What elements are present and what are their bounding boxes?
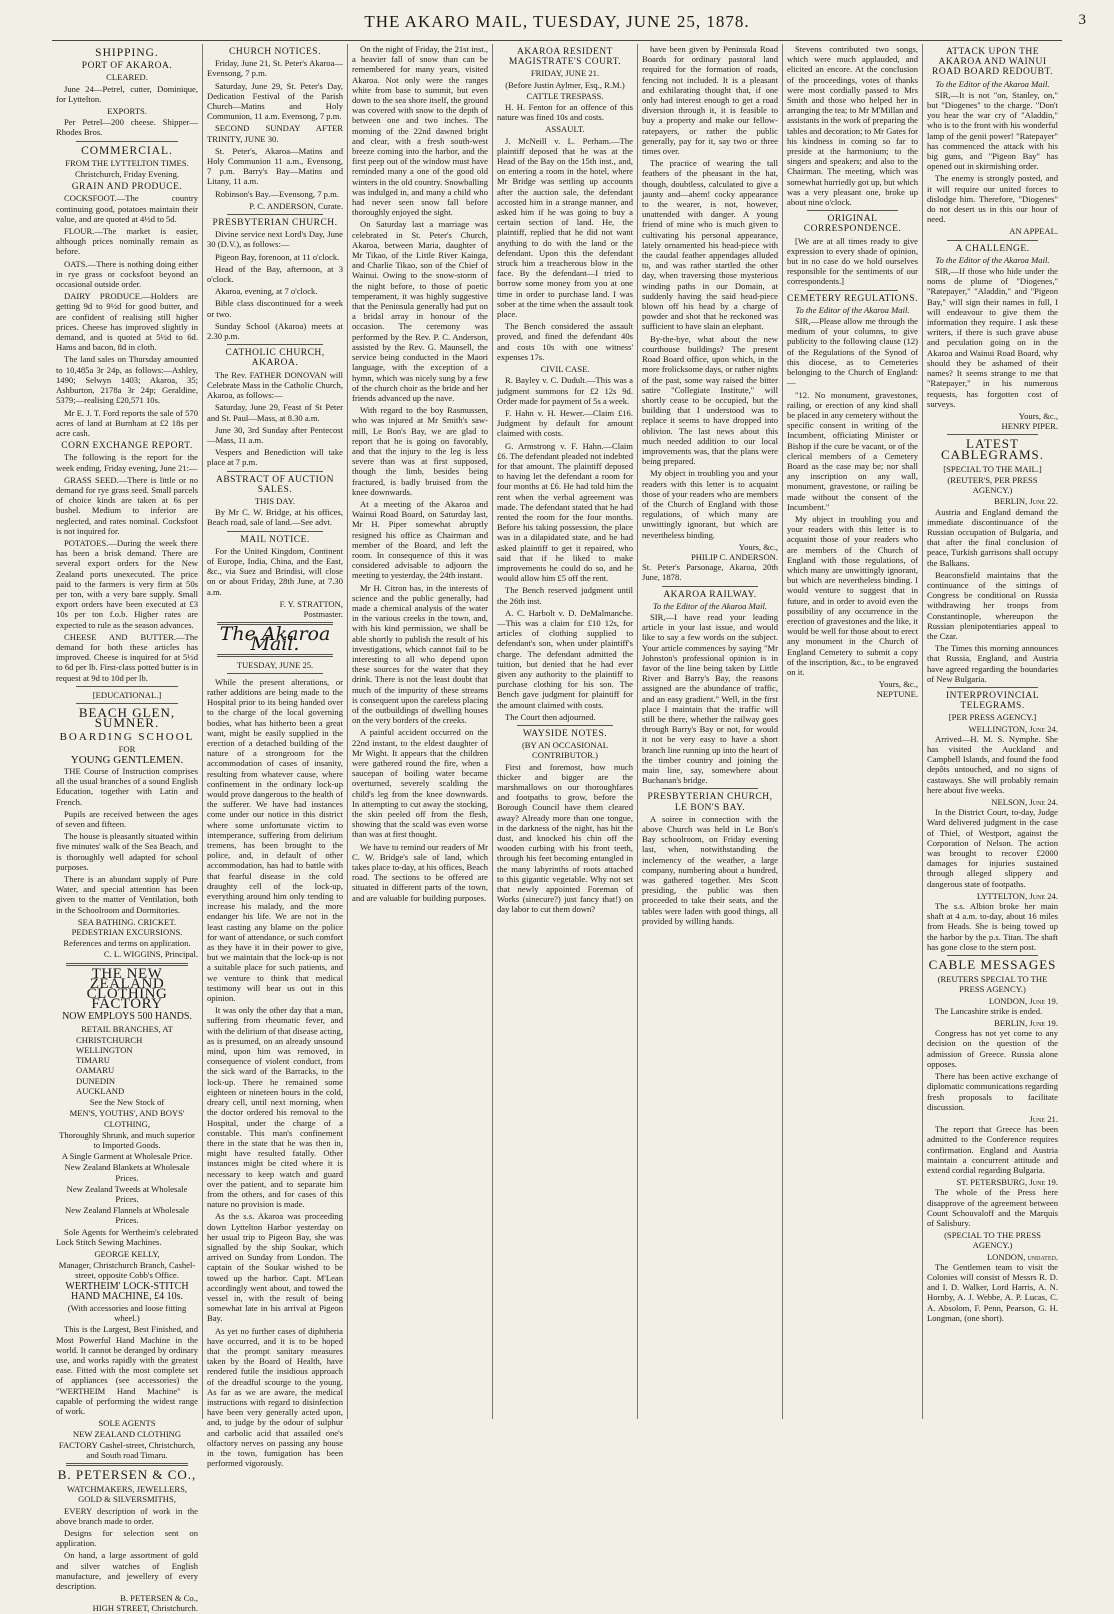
soiree-cont-para: Stevens contributed two songs, which were much applauded, and elicited an encore. At the conclusion of the proceedings, votes of thanks were most cordially passed to Mrs Smith and those who helped her in arranging the tea; to Mr M'Millan and assistants in the work of preparing the tables and decoration; to Mr Gates for his kindness in coming so far to preside at the harmonium; to the singers and speakers; and also to the Chairman. The meeting, which was somewhat hurriedly got up, but which was a very pleasant one, broke up about nine o'clock. — [787, 44, 918, 208]
wayside-heading: WAYSIDE NOTES. — [522, 729, 608, 739]
cable-messages-special-2: (SPECIAL TO THE PRESS AGENCY.) — [944, 1230, 1041, 1251]
factory-name: THE NEW ZEALAND CLOTHING FACTORY — [86, 965, 168, 1013]
local-para: At a meeting of the Akaroa and Wainui Road Board, on Saturday last, Mr H. Piper somewhat abruptly resigned his office as Chairman and member of the Board, and left the room. In consequence of this it was considered advisable to adjourn the meeting to yesterday, the 24th instant. — [352, 498, 488, 581]
divider — [947, 240, 1038, 241]
catholic-heading: CATHOLIC CHURCH, AKAROA. — [225, 348, 325, 369]
times-line: FROM THE LYTTELTON TIMES. — [65, 157, 189, 168]
civil-para: The Court then adjourned. — [505, 711, 596, 722]
wertheim-sub: (With accessories and loose fitting wheel.) — [67, 1302, 187, 1324]
masthead-rule — [52, 40, 1062, 41]
corn-para: POTATOES.—During the week there has been a brisk demand. There are several export orders for the New Zealand ports unexecuted. The price paid to the farmers is very firm at 50s per ton, with a very bare supply. Small export orders have been executed at £3 10s per ton f.o.b. Higher rates are expected to rule as the season advances. — [56, 537, 198, 630]
peterson-trade: WATCHMAKERS, JEWELLERS, GOLD & SILVERSMITHS, — [66, 1484, 188, 1505]
divider — [227, 344, 323, 345]
cemetery-signoff: Yours, &c., — [878, 679, 918, 690]
school-para: There is an abundant supply of Pure Water, and special attention has been given to the matter of Ventilation, both in the Schoolroom and Dormitories. — [56, 874, 198, 915]
court-before: (Before Justin Aylmer, Esq., R.M.) — [505, 79, 625, 90]
commercial-heading: COMMERCIAL. — [81, 144, 173, 157]
church-para: Saturday, June 29, St. Peter's Day, Dedication Festival of the Parish Church—Matins and Holy Communion, 11 a.m. Evensong, 7 p.m. — [207, 80, 343, 122]
cleared-label: CLEARED. — [106, 72, 148, 83]
local-para: A painful accident occurred on the 22nd instant, to the eldest daughter of Mr Wight. It appears that the children were gathered round the fire, when a saucepan of boiling water became overturned, severely scalding the child's leg from the knee downwards. In attempting to cut away the stocking, the skin peeled off from the flesh, showing that the scald was even worse than was at first thought. — [352, 727, 488, 840]
local-para: On Saturday last a marriage was celebrated in St. Peter's Church, Akaroa, between Maria, daughter of Mr Tikao, of the Little River Kainga, and Charlie Tikao, son of the Chief of Wainui. Owing to the snow-storm of the night before, to those of poetic temperament, it was highly suggestive that the Peninsula generally had put on a bridal array in honour of the occasion. The ceremony was performed by the Rev. P. C. Anderson, assisted by the Rev. G. Maunsell, the service being conducted in the Maori language, with the exception of a hymn, which was nicely sung by a few of the church choir as the bride and her friends advanced up the nave. — [352, 219, 488, 403]
peterson-address: HIGH STREET, Christchurch. — [92, 1603, 198, 1614]
town-item: OAMARU — [76, 1065, 115, 1076]
town-item: WELLINGTON — [76, 1045, 133, 1056]
divider — [662, 788, 758, 789]
cemetery-para: "12. No monument, gravestones, railing, or erection of any kind shall be placed in any cemetery without the specific consent in writing of the Incumbent, officiating Minister or Bishop if the cure be vacant, or of the clerical members of a Cemetery Board as the case may be; nor shall any inscription on any wall, monument, gravestone, or railing be made without the consent of the Incumbent." — [787, 389, 918, 512]
shipping-heading: SHIPPING. — [95, 47, 159, 59]
railway-para: SIR,—I have read your leading article in your last issue, and would like to say a few words on the subject. Your article commences by saying "Mr Johnston's professional opinion is in favor of the line being taken by Little River and Barry's Bay, the reasons assigned are the abundance of traffic, and an easy gradient." Well, in the first place I maintain that the traffic will still be there, whether the railway goes through Barry's Bay or not, for would it not be very easy to have a short branch line running up into the heart of the timber country and joining the main line, say, somewhere about Buchanan's bridge. — [642, 611, 778, 786]
column-3 — [347, 44, 492, 1419]
mail-signature-title: Postmaster. — [303, 608, 343, 619]
church-signature: P. C. ANDERSON, Curate. — [249, 200, 343, 211]
mail-signature: F. Y. STRATTON, — [279, 598, 343, 609]
exports-text: Per Petrel—200 cheese. Shipper—Rhodes Bros. — [56, 117, 198, 138]
attack-para: SIR,—It is not "on, Stanley, on," but "Diogenes" to the charge. "Don't you hear the war cry of "Aladdin," who is to the front with his wonderful lamp of the genii power! "Ratepayer" has commenced the attack with his big guns, and "Pigeon Bay" has opened out in skirmishing order. — [927, 89, 1058, 172]
port-heading: PORT OF AKAROA. — [81, 61, 173, 72]
column-6 — [782, 44, 922, 1419]
divider — [227, 531, 323, 532]
column-7 — [922, 44, 1062, 1419]
presb-para: Pigeon Bay, forenoon, at 11 o'clock. — [215, 251, 340, 262]
cm-para: There has been active exchange of diplomatic communications regarding fresh proposals to facilitate discussion. — [927, 1071, 1058, 1112]
school-name: BEACH GLEN, SUMNER. — [78, 704, 176, 731]
inter-para: The s.s. Albion broke her main shaft at 4 a.m. to-day, about 16 miles from Heads. She is being towed up the harbor by the p.s. Titan. The shaft has gone close to the stern post. — [927, 901, 1058, 952]
cable-messages-heading: CABLE MESSAGES — [928, 957, 1057, 973]
wertheim-heading: WERTHEIM' LOCK-STITCH HAND MACHINE, £4 10s. — [65, 1280, 189, 1302]
corn-para: CHEESE AND BUTTER.—The demand for both these articles has improved. Cheese is inquired for at 5½d to 6d per lb. First-class potted butter is in request at 9d to 10d per lb. — [56, 631, 198, 683]
dateline: ST. PETERSBURG, June 19. — [956, 1177, 1058, 1188]
column-4 — [492, 44, 637, 1419]
wayside-cont-para: The practice of wearing the tall feathers of the pheasant in the hat, though, doubtless, calculated to give a jaunty and—ahem! cocky appearance to the wearer, is not, however, unattended with danger. A young friend of mine who is much given to cultivating his personal appearance, lately ornamented his head-piece with the caudal feather appendages alluded to, and was rather startled the other day, when traversing those mysterious winding paths in our Domain, at suddenly having the said head-piece blown off his head by a charge of powder and shot that he reckoned was sufficient to have slain an elephant. — [642, 158, 778, 332]
town-item: DUNEDIN — [76, 1075, 116, 1086]
wayside-para: First and foremost, how much thicker and bigger are the marshmallows on our thoroughfares and footpaths to grow, before the Borough Council have them cleared away? Already more than one tongue, in the darkness of the night, has hit the dust, and knocked his chin off the wooden curbing with his front teeth, through his feet becoming entangled in the many labyrinths of roots attached to this gigantic vegetable. Why not set that newly appointed Foreman of Works (sinecure?) just fancy that!) on day labor to cut them down? — [497, 761, 633, 915]
land-sales-para: The land sales on Thursday amounted to 10,485a 3r 24p, as follows:—Ashley, 1490; Selwyn 1403; Akaroa, 35; Ashburton, 2178a 3r 24p; Geraldine, 5379;—realising £20,571 10s. — [56, 354, 198, 406]
educational-label: [EDUCATIONAL.] — [92, 689, 162, 700]
grain-para: OATS.—There is nothing doing either in rye grass or cocksfoot beyond an occasional outside order. — [56, 258, 198, 290]
dateline: June 21. — [1029, 1113, 1058, 1124]
factory-line: New Zealand Flannels at Wholesale Prices. — [65, 1205, 189, 1226]
challenge-signature: HENRY PIPER. — [1001, 421, 1058, 432]
peterson-para: EVERY description of work in the above branch made to order. — [56, 1505, 198, 1526]
presb-para: Head of the Bay, afternoon, at 3 o'clock. — [207, 263, 343, 285]
attack-signature: AN APPEAL. — [1009, 226, 1058, 237]
church-heading: CHURCH NOTICES. — [229, 47, 321, 57]
civil-label: CIVIL CASE. — [540, 364, 590, 375]
abstract-para: By Mr C. W. Bridge, at his offices, Beach road, sale of land.—See advt. — [207, 507, 343, 528]
church-para: St. Peter's, Akaroa—Matins and Holy Communion 11 a.m., Evensong, 7 p.m. Barry's Bay—Matins and Litany, 11 a.m. — [207, 145, 343, 187]
divider — [947, 955, 1038, 956]
cablegrams-special: [SPECIAL TO THE MAIL.] — [943, 463, 1042, 474]
factory-line: New Zealand Blankets at Wholesale Prices. — [64, 1162, 190, 1183]
mail-heading: MAIL NOTICE. — [240, 534, 310, 545]
factory-line: A Single Garment at Wholesale Price. — [61, 1151, 193, 1162]
factory-employs: NOW EMPLOYS 500 HANDS. — [62, 1011, 192, 1023]
factory-manager-sub: Manager, Christchurch Branch, Cashel-street, opposite Cobb's Office. — [58, 1260, 196, 1281]
presb-para: Divine service next Lord's Day, June 30 (D.V.), as follows:— — [207, 229, 343, 250]
factory-manager: GEORGE KELLY, — [94, 1248, 160, 1259]
divider — [807, 210, 898, 211]
local-para: We have to remind our readers of Mr C. W. Bridge's sale of land, which takes place to-day, at his offices, Beach road. The sections to be offered are situated in different parts of the town, and are valuable for building purposes. — [352, 841, 488, 903]
factory-towns — [56, 1035, 198, 1096]
school-type: BOARDING SCHOOL — [59, 731, 195, 744]
divider — [947, 687, 1038, 688]
civil-para: A. C. Harbolt v. D. DeMalmanche.—This was a claim for £10 12s, for articles of clothing supplied to defendant's son, when under plaintiff's charge. The defendant admitted the tuition, but denied that he had ever given any authority to the plaintiff to purchase clothing for his son. The Bench gave judgment for plaintiff for the amount claimed with costs. — [497, 607, 633, 710]
assault-para: The Bench considered the assault proved, and fined the defendant 40s and costs 10s with one witness' expenses 17s. — [497, 321, 633, 362]
railway-to: To the Editor of the Akaroa Mail. — [652, 600, 768, 611]
exports-label: EXPORTS. — [107, 106, 147, 117]
cemetery-heading: CEMETERY REGULATIONS. — [787, 293, 919, 304]
correspondence-note: [We are at all times ready to give expression to every shade of opinion, but in no case do we hold ourselves responsible for the sentiments of our correspondents.] — [787, 235, 918, 287]
dateline: NELSON, June 24. — [991, 797, 1058, 808]
column-1 — [52, 44, 202, 1614]
divider — [66, 1463, 188, 1466]
attack-para: The enemy is strongly posted, and it will require our united forces to dislodge him. Therefore, "Diogenes" do not desert us in this our hour of need. — [927, 173, 1058, 225]
civil-para: G. Armstrong v. F. Hahn.—Claim £6. The defendant pleaded not indebted for that amount. The plaintiff deposed to having let the defendant a room for four months at £6. He had told him the rent when the verbal agreement was made. The defendant stated that he had rented the room for the four months. Before his taking possession, the place was in a dilapidated state, and he had asked plaintiff to get it repaired, who said that if he liked to make improvements he could do so, and he would allow him £5 off the rent. — [497, 440, 633, 584]
grain-para: COCKSFOOT.—The country continuing good, potatoes maintain their value, and are quoted at 4½d to 5d. — [56, 193, 198, 224]
challenge-para: SIR,—If those who hide under the noms de plume of "Diogenes," "Ratepayer," "Aladdin," and "Pigeon Bay," will sign their names in full, I will endeavour to give them the information they require. I ask these writers, if there is such grave abuse and peculation going on in the Akaroa and Wainui Road Board, why should they be ashamed of their names? It seems strange to me that "Ratepayer," in his numerous requests, has forgotten cost of surveys. — [927, 266, 1058, 409]
peterson-para: Designs for selection sent on application. — [56, 1528, 198, 1549]
cable-para: Austria and England demand the immediate discontinuance of the Russian occupation of Bulgaria, and that after the final conclusion of peace, Turkish garrisons shall occupy the Balkans. — [927, 506, 1058, 568]
catholic-para: Saturday, June 29, Feast of St Peter and St. Paul—Mass, at 8.30 a.m. — [207, 402, 343, 423]
school-who: YOUNG GENTLEMEN. — [70, 753, 184, 766]
wertheim-para: This is the Largest, Best Finished, and Most Powerful Hand Machine in the world. It cannot be deranged by ordinary use, and works rapidly with the greatest ease. Fitted with the most complete set of appliances (see accessories) the "WERTHEIM Hand Machine" is capable of performing the widest range of work. — [56, 1324, 198, 1416]
assault-para: J. McNeill v. L. Perham.—The plaintiff deposed that he was at the Head of the Bay on the 15th inst., and, on entering a room in the hotel, where Mr Bridge was settling up accounts after the auction sale, the defendant accosted him in a strange manner, and asked him if he was going to buy a certain section of land. He, the plaintiff, replied that he did not want anything to do with the land or the defendant. Upon this the defendant struck him a treacherous blow in the face. By the defendant—I tried to borrow some money from you at one time in order to purchase land. I was sober at the time when the assault took place. — [497, 135, 633, 320]
editorial-date: TUESDAY, JUNE 25. — [236, 659, 314, 670]
catholic-para: The Rev. FATHER DONOVAN will Celebrate Mass in the Catholic Church, Akaroa, as follows:— — [207, 369, 343, 401]
cable-messages-special: (REUTERS SPECIAL TO THE PRESS AGENCY.) — [937, 974, 1048, 995]
grain-para: DAIRY PRODUCE.—Holders are getting 9d to 9½d for good butter, and are confident of realising still higher prices. Cheese has improved slightly in demand, and is quoted at 5½d to 6d. Hams and bacon, 8d in cloth. — [56, 291, 198, 353]
trespass-label: CATTLE TRESPASS. — [526, 90, 604, 101]
court-date: FRIDAY, JUNE 21. — [530, 68, 600, 79]
presb-para: Sunday School (Akaroa) meets at 2.30 p.m. — [207, 320, 343, 342]
editorial-para: It was only the other day that a man, suffering from rheumatic fever, and with the delirium of that disease acting, as is presumed, on an already unsound mind, upon him was removed, in consequence of violent conduct, from the sick ward of the Barracks, to the lock-up. There he remained some eighteen or nineteen hours in the cold, dreary cell, until next morning, when the doctor ordered his removal to the Hospital, under the charge of a constable. This man's confinement there in the state that he was then in, might have resulted fatally. Other instances might be cited where it is necessary to keep watch and guard over the patient, and to separate him from the others, and for cases of this nature no provision is made. — [207, 1005, 343, 1210]
local-para: Mr H. Citron has, in the interests of science and the public generally, had made a chemical analysis of the water in the various creeks in the town, and, with his kind permission, we shall be able shortly to publish the result of his investigations, which cannot fail to be interesting to all who depend upon these sources for the water that they drink. There is not the least doubt that much of the impurity of these streams is consequent upon the careless placing of the outbuildings of dwelling houses on the very borders of the creeks. — [352, 582, 488, 726]
divider — [662, 586, 758, 587]
abstract-heading: ABSTRACT OF AUCTION SALES. — [215, 474, 335, 495]
attack-heading: ATTACK UPON THE AKAROA AND WAINUI ROAD BOARD REDOUBT. — [932, 47, 1053, 78]
wayside-byline: (BY AN OCCASIONAL CONTRIBUTOR.) — [521, 740, 609, 761]
divider — [76, 141, 178, 142]
editorial-title: The Akaroa Mail. — [219, 623, 331, 656]
page-number: 3 — [1078, 12, 1086, 28]
cablegrams-agency: (REUTER'S, PER PRESS AGENCY.) — [947, 474, 1038, 496]
cm-para: The Gentlemen team to visit the Colonies will consist of Messrs R. D. and I. D. Walker, Lord Harris, A. N. Hornby, A. J. Webbe, A. P. Lucas, C. A. Absolom, F. Penn, Pearson, G. H. Longman, (one short). — [927, 1261, 1058, 1323]
school-para: THE Course of Instruction comprises all the usual branches of a sound English Education, together with Latin and French. — [56, 766, 198, 807]
dateline: LYTTELTON, June 24. — [976, 890, 1058, 901]
divider — [227, 214, 323, 215]
ford-para: Mr E. J. T. Ford reports the sale of 570 acres of land at Burnham at £2 18s per acre cash. — [56, 407, 198, 438]
letter-signoff: Yours, &c., — [738, 541, 778, 552]
assault-label: ASSAULT. — [545, 124, 585, 135]
cable-para: Beaconsfield maintains that the continuance of the sittings of Congress be conditional on Russia withdrawing her troops from Constantinople, whereupon the Russian plenipotentiaries appeal to the Czar. — [927, 569, 1058, 641]
presb-heading: PRESBYTERIAN CHURCH. — [212, 218, 338, 229]
wayside-cont-para: By-the-bye, what about the new courthouse buildings? The present Road Board office, upon which, in the more frolicksome days, or rather nights of the past, some way raised the bitter satire "Collegiate Institute," will shortly cease to be occupied, but the building that I understood was to replace it seems to have dropped into oblivion. The last news about this much needed addition to our local improvements was, that the plans were being prepared. — [642, 333, 778, 467]
cable-para: The Times this morning announces that Russia, England, and Austria have agreed regarding the boundaries of New Bulgaria. — [927, 643, 1058, 684]
town-item: TIMARU — [76, 1055, 110, 1066]
peterson-name: B. PETERSEN & CO., — [57, 1467, 197, 1482]
presb-lebons-heading: PRESBYTERIAN CHURCH, LE BON'S BAY. — [647, 792, 773, 813]
cm-para: The report that Greece has been admitted to the Conference requires confirmation. England and Austria maintain a concurrent attitude and extend cordial regarding Bulgaria. — [927, 1124, 1058, 1175]
presb-para: Bible class discontinued for a week or two. — [207, 298, 343, 319]
correspondence-heading: ORIGINAL CORRESPONDENCE. — [803, 214, 902, 235]
dateline: LONDON, June 19. — [988, 995, 1058, 1006]
dateline: BERLIN, June 22. — [994, 496, 1058, 507]
town-item: CHRISTCHURCH — [76, 1034, 143, 1045]
grain-para: FLOUR.—The market is easier, although prices nominally remain as before. — [56, 226, 198, 257]
civil-para: R. Bayley v. C. Dudult.—This was a judgment summons for £2 12s 9d. Order made for payment of 5s a week. — [497, 375, 633, 406]
peterson-para: On hand, a large assortment of gold and silver watches of English manufacture, and jewellery of every description. — [56, 1550, 198, 1592]
challenge-heading: A CHALLENGE. — [955, 243, 1030, 254]
cemetery-para: My object in troubling you and your readers with this letter is to acquaint those of your readers who are members of the Church of England with those regulations, of which many are unwittingly ignorant, but which are nevertheless binding. I would venture to suggest that in future, and in order to avoid even the possibility of any occurrence in the erection of gravestones and the like, it would be well for those about to erect any monument in the Church of England Cemetery to submit a copy of the inscription, &c., to be engraved on it. — [787, 513, 919, 677]
presb-para: Akaroa, evening, at 7 o'clock. — [215, 286, 318, 297]
grain-heading: GRAIN AND PRODUCE. — [71, 182, 183, 193]
catholic-para: June 30, 3rd Sunday after Pentecost—Mass, 11 a.m. — [207, 424, 343, 445]
cm-para: The Lancashire strike is ended. — [935, 1005, 1043, 1016]
editorial-para: While the present alterations, or rather additions are being made to the Hospital prior to its being handed over to the charge of the local governing bodies, what has hitherto been a great want, might be easily supplied in the erection of a detached building of the nature of a strongroom for the accommodation of cases of insanity, resulting from whatever cause, where confinement in the ordinary lock-up would prove dangerous to the health of the sufferer. We have had instances come under our notice in this district where some unfortunate victim to intemperance, suffering from delirium tremens, has been brought to the police, and, in default of other accommodation, has had to battle with that fearful disease in the cold draughty cell of the lock-up, everything around him only tending to increase his malady, and the more endanger his life. We are not in the least casting any blame on the police for want of attendance, or such comfort as they have it in their power to give, but we maintain that the lock-up is not a suitable place for such patients, and we venture to think that medical testimony will bear us out in this opinion. — [207, 676, 343, 1004]
church-para: SECOND SUNDAY AFTER TRINITY, JUNE 30. — [207, 123, 343, 144]
inter-para: Arrived—H. M. S. Nymphe. She has visited the Auckland and Campbell Islands, and found the food depôts untouched, and no signs of castaways. She will probably remain here about five weeks. — [927, 733, 1058, 795]
inter-para: In the District Court, to-day, Judge Ward delivered judgment in the case of Thiel, of Westport, against the Corporation of Nelson. The action was brought to recover £2000 damages for injuries sustained through alleged slippery and dangerous state of footpaths. — [927, 807, 1058, 889]
divider — [76, 686, 178, 687]
market-line: Christchurch, Friday Evening. — [74, 169, 180, 180]
factory-agents: Sole Agents for Wertheim's celebrated Lock Stitch Sewing Machines. — [56, 1226, 198, 1247]
school-signature: C. L. WIGGINS, Principal. — [103, 949, 198, 960]
editorial-para: As the s.s. Akaroa was proceeding down Lyttelton Harbor yesterday on her usual trip to Pigeon Bay, she was signalled by the ship Soukar, which arrived on Sunday from London. The captain of the Soukar wished to be towed up the harbor. Capt. M'Lean accordingly went about, and towed the vessel in, with the result of being somewhat late in his arrival at Pigeon Bay. — [207, 1211, 343, 1324]
court-heading: AKAROA RESIDENT MAGISTRATE'S COURT. — [508, 47, 622, 68]
editorial-para: As yet no further cases of diphtheria have occurred, and it is to be hoped that the prompt sanitary measures taken by the Board of Health, have rendered futile the insidious approach of the dreadful scourge to the young. As far as we are aware, the medical instructions with regard to disinfection have been very generally acted upon, and, to judge by the odour of sulphur and carbolic acid that assailed one's olfactory nerves on passing any house in the town, fumigation has been performed vigorously. — [207, 1325, 343, 1469]
factory-branches: RETAIL BRANCHES, AT — [81, 1023, 173, 1034]
presb-lebons-para: A soiree in connection with the above Church was held in Le Bon's Bay schoolroom, on Friday evening last, when, notwithstanding the inclemency of the weather, a large company, numbering about a hundred, was gathered together. Mrs Scott presiding, the public was then proceeded to take their seats, and the tables were laden with good things, all provided by willing hands. — [642, 813, 778, 926]
factory-stock: MEN'S, YOUTHS', AND BOYS' CLOTHING, — [69, 1108, 185, 1129]
cemetery-signature: NEPTUNE. — [876, 689, 918, 700]
corn-heading: CORN EXCHANGE REPORT. — [61, 441, 193, 452]
cemetery-para: SIR,—Please allow me through the medium of your columns, to give publicity to the following clause (12) of the Regulations of the Synod of this diocese, as to Cemeteries belonging to the Church of England:— — [787, 316, 918, 388]
local-para: On the night of Friday, the 21st inst., a heavier fall of snow than can be remembered for many years, visited Akaroa. Not only were the ranges white from base to summit, but even down to the sea shore itself, the ground was covered with snow to the depth of between one and two inches. The morning of the 22nd dawned bright and clear, with a fresh south-west breeze coming into the harbor, and the first peep out of the window must have reminded many a one of the good old winters in the old country. Snowballing was indulged in, and many a child who had never seen snow fall before thoroughly enjoyed the sight. — [352, 44, 488, 218]
letter-address: St. Peter's Parsonage, Akaroa, 20th June, 1878. — [642, 562, 778, 583]
divider — [227, 673, 323, 674]
cablegrams-heading: LATEST CABLEGRAMS. — [940, 436, 1045, 462]
school-para: Pupils are received between the ages of seven and fifteen. — [56, 808, 198, 830]
divider — [227, 471, 323, 472]
interprovincial-heading: INTERPROVINCIAL TELEGRAMS. — [946, 690, 1039, 712]
challenge-to: To the Editor of the Akaroa Mail. — [935, 254, 1050, 265]
civil-para: F. Hahn v. H. Hewer.—Claim £16. Judgment by default for amount claimed with costs. — [497, 407, 633, 439]
trespass-para: H. H. Fenton for an offence of this nature was fined 10s and costs. — [497, 102, 633, 123]
civil-para: The Bench reserved judgment until the 26th inst. — [497, 585, 633, 606]
peterson-signature: B. PETERSEN & Co., — [120, 1593, 198, 1604]
divider — [517, 725, 613, 726]
school-for: FOR — [118, 743, 136, 754]
dateline: BERLIN, June 19. — [994, 1018, 1058, 1029]
town-item: AUCKLAND — [76, 1085, 125, 1096]
challenge-signoff: Yours, &c., — [1018, 410, 1058, 421]
divider — [76, 703, 178, 704]
church-para: Friday, June 21, St. Peter's Akaroa—Evensong, 7 p.m. — [207, 58, 343, 79]
letter-signature: PHILIP C. ANDERSON. — [690, 551, 778, 562]
factory-line: New Zealand Tweeds at Wholesale Prices. — [66, 1183, 188, 1204]
wertheim-agents: NEW ZEALAND CLOTHING FACTORY Cashel-street, Christchurch, and South road Timaru. — [58, 1429, 196, 1460]
corn-para: The following is the report for the week ending, Friday evening, June 21:— — [56, 452, 198, 473]
attack-to: To the Editor of the Akaroa Mail. — [935, 78, 1050, 89]
wertheim-agents-label: SOLE AGENTS — [98, 1418, 156, 1429]
factory-shrunk: Thoroughly Shrunk, and much superior to Imported Goods. — [59, 1129, 195, 1150]
abstract-day: THIS DAY. — [254, 495, 296, 506]
school-references: References and terms on application. — [63, 938, 191, 949]
cm-para: The whole of the Press here disapprove of the agreement between Count Schouvaloff and the Marquis of Salisbury. — [927, 1187, 1058, 1228]
railway-heading: AKAROA RAILWAY. — [663, 589, 757, 600]
school-sports: SEA BATHING. CRICKET. PEDESTRIAN EXCURSIONS. — [71, 916, 183, 938]
corn-para: GRASS SEED.—There is little or no demand for rye grass seed. Small parcels of choice kinds are taken at 6s per bushel. Medium to inferior are neglected, and rates nominal. Cocksfoot is not inquired for. — [56, 474, 198, 536]
cm-para: Congress has not yet come to any decision on the question of the admission of Greece. Russia alone opposes. — [927, 1028, 1058, 1069]
wayside-cont-para: My object in troubling you and your readers with this letter is to acquaint those of your readers who are members of the Church of England with those regulations, of which many are unwittingly ignorant, but which are nevertheless binding. — [642, 468, 778, 540]
dateline: WELLINGTON, June 24. — [968, 723, 1058, 734]
cemetery-to: To the Editor of the Akaroa Mail. — [795, 304, 910, 315]
church-para: Robinson's Bay.—Evensong, 7 p.m. — [215, 188, 339, 199]
column-2 — [202, 44, 347, 1469]
divider — [807, 290, 898, 291]
school-para: The house is pleasantly situated within five minutes' walk of the Sea Beach, and is thoroughly well adapted for school purposes. — [56, 831, 198, 872]
catholic-para: Vespers and Benediction will take place at 7 p.m. — [207, 447, 343, 468]
column-5 — [637, 44, 782, 1419]
factory-see: See the New Stock of — [89, 1097, 165, 1108]
wayside-cont-para: have been given by Peninsula Road Boards for ordinary pastoral land required for the formation of roads, fencing not included. It is a pleasant and exhilarating thought that, if one only had interest enough to get a road diversion through it, it is feasible to buy a property and make our fellow-ratepayers, or rather the public generally, pay for it, say two or three times over. — [642, 44, 778, 157]
mail-para: For the United Kingdom, Continent of Europe, India, China, and the East, &c., via Suez and Brindisi, will close on or about Friday, 28th June, at 7.30 a.m. — [207, 545, 343, 597]
cleared-text: June 24—Petrel, cutter, Dominique, for Lyttelton. — [56, 83, 198, 104]
divider — [947, 434, 1038, 435]
dateline: LONDON, undated. — [986, 1251, 1058, 1262]
local-para: With regard to the boy Rasmussen, who was injured at Mr Smith's saw-mill, Le Bon's Bay, we are glad to report that he is going on favorably, and that the injury to the leg is less severe than was at first supposed, though the limb, besides being fractured, is badly bruised from the knee downwards. — [352, 405, 488, 497]
newspaper-title: THE AKARO MAIL, TUESDAY, JUNE 25, 1878. — [364, 12, 750, 31]
interprovincial-agency: [PER PRESS AGENCY.] — [948, 712, 1037, 723]
